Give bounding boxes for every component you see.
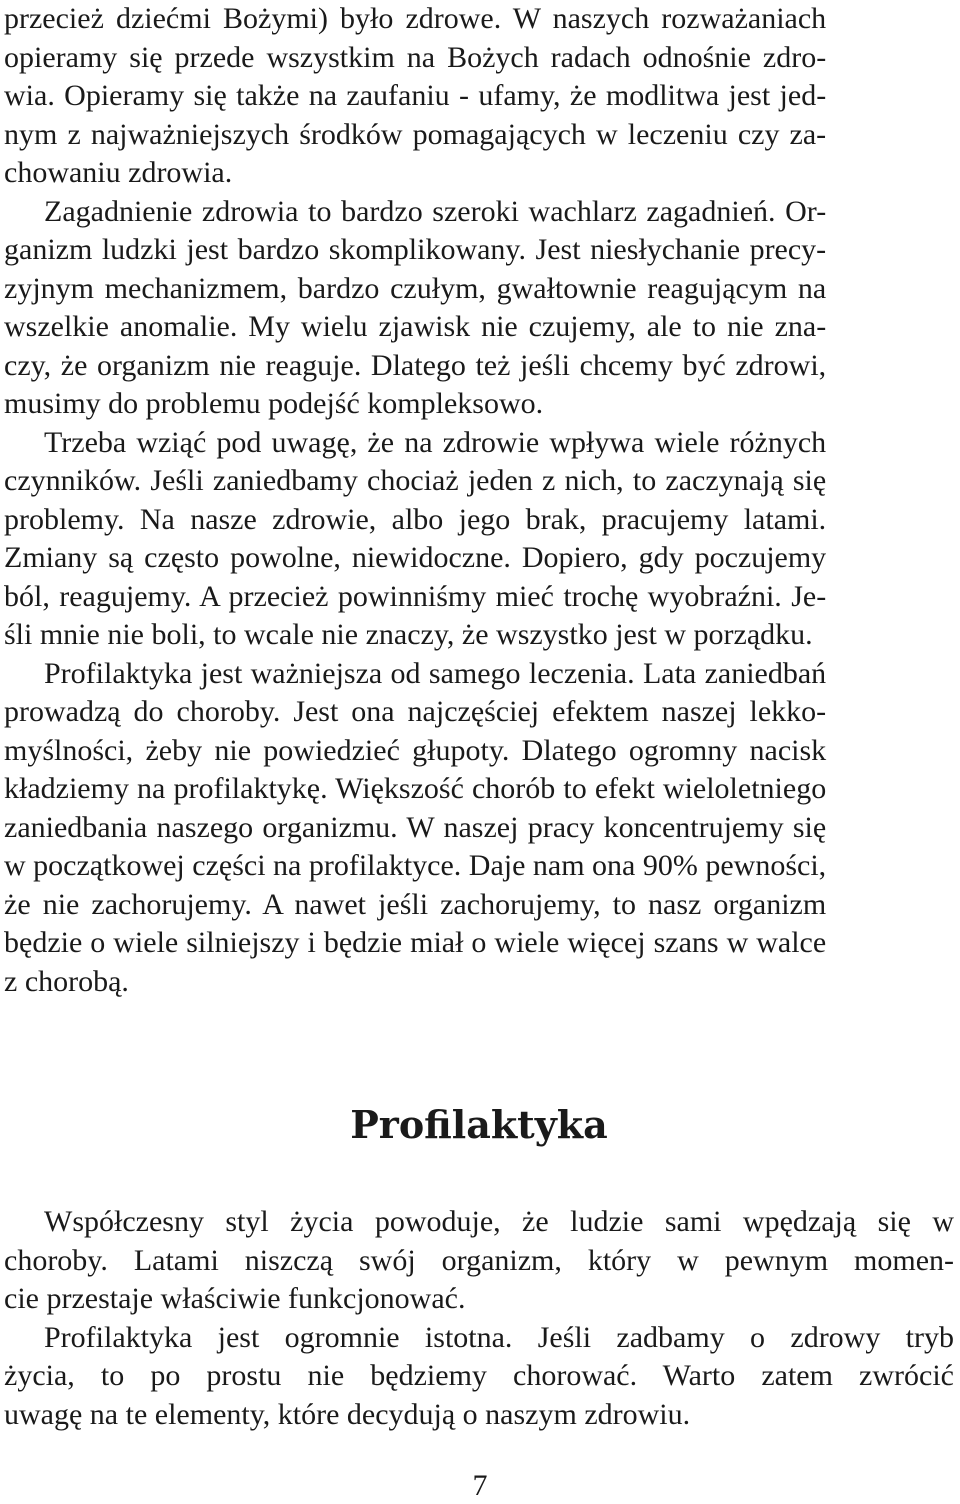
body-text [4, 0, 826, 1001]
text-line: czynników. Jeśli zaniedbamy chociaż jeden z nich, to zaczynają się [4, 464, 827, 497]
text-line: życia, to po prostu nie będziemy chorować. Warto zatem zwrócić [4, 1359, 954, 1392]
text-line: kładziemy na profilaktykę. Większość chorób to efekt wieloletniego [4, 772, 827, 805]
text-line: problemy. Na nasze zdrowie, albo jego brak, pracujemy latami. [4, 502, 827, 536]
text-line: z chorobą. [4, 964, 129, 998]
paragraph [4, 0, 826, 193]
text-line: zyjnym mechanizmem, bardzo czułym, gwałtownie reagującym na [4, 271, 827, 305]
text-line: Zmiany są często powolne, niewidoczne. Dopiero, gdy poczujemy [4, 541, 827, 574]
paragraph [4, 655, 826, 1002]
text-line: cie przestaje właściwie funkcjonować. [4, 1282, 466, 1315]
text-line: że nie zachorujemy. A nawet jeśli zachorujemy, to nasz organizm [4, 887, 827, 921]
text-line: choroby. Latami niszczą swój organizm, który w pewnym momen- [4, 1243, 954, 1277]
text-line: opieramy się przede wszystkim na Bożych radach odnośnie zdro- [4, 40, 827, 74]
text-line: będzie o wiele silniejszy i będzie miał o wiele więcej szans w walce [4, 926, 827, 959]
paragraph [4, 1203, 954, 1319]
page-number: 7 [472, 1469, 488, 1502]
paragraph [4, 1319, 954, 1435]
text-line: ból, reagujemy. A przecież powinniśmy mieć trochę wyobraźni. Je- [4, 579, 827, 613]
text-line: nym z najważniejszych środków pomagających w leczeniu czy za- [4, 117, 827, 151]
text-line: Trzeba wziąć pod uwagę, że na zdrowie wpływa wiele różnych [44, 425, 827, 459]
text-line: Profilaktyka jest ogromnie istotna. Jeśli zadbamy o zdrowy tryb [44, 1320, 954, 1354]
section-heading-block [4, 1100, 954, 1150]
text-line: chowaniu zdrowia. [4, 156, 233, 189]
text-line: wia. Opieramy się także na zaufaniu - ufamy, że modlitwa jest jed- [4, 79, 827, 112]
text-line: zaniedbania naszego organizmu. W naszej pracy koncentrujemy się [4, 810, 827, 844]
text-line: w początkowej części na profilaktyce. Daje nam ona 90% pewności, [4, 849, 827, 882]
text-line: musimy do problemu podejść kompleksowo. [4, 387, 544, 420]
text-line: myślności, żeby nie powiedzieć głupoty. Dlatego ogromny nacisk [4, 733, 827, 767]
text-line: wszelkie anomalie. My wielu zjawisk nie czujemy, ale to nie zna- [4, 310, 827, 343]
section-text [4, 1203, 954, 1434]
text-line: prowadzą do choroby. Jest ona najczęściej efektem naszej lekko- [4, 695, 827, 728]
text-line: ganizm ludzki jest bardzo skomplikowany. Jest niesłychanie precy- [4, 233, 827, 266]
text-line: śli mnie nie boli, to wcale nie znaczy, że wszystko jest w porządku. [4, 618, 813, 651]
section-heading: Profilaktyka [350, 1102, 608, 1147]
text-line: przecież dziećmi Bożymi) było zdrowe. W naszych rozważaniach [4, 2, 827, 35]
text-line: Współczesny styl życia powoduje, że ludzie sami wpędzają się w [44, 1205, 954, 1238]
text-line: Zagadnienie zdrowia to bardzo szeroki wachlarz zagadnień. Or- [44, 194, 827, 228]
text-line: Profilaktyka jest ważniejsza od samego leczenia. Lata zaniedbań [44, 656, 827, 690]
text-line: uwagę na te elementy, które decydują o naszym zdrowiu. [4, 1397, 691, 1431]
paragraph [4, 193, 826, 424]
text-line: czy, że organizm nie reaguje. Dlatego też jeśli chcemy być zdrowi, [4, 348, 827, 382]
paragraph [4, 424, 826, 655]
